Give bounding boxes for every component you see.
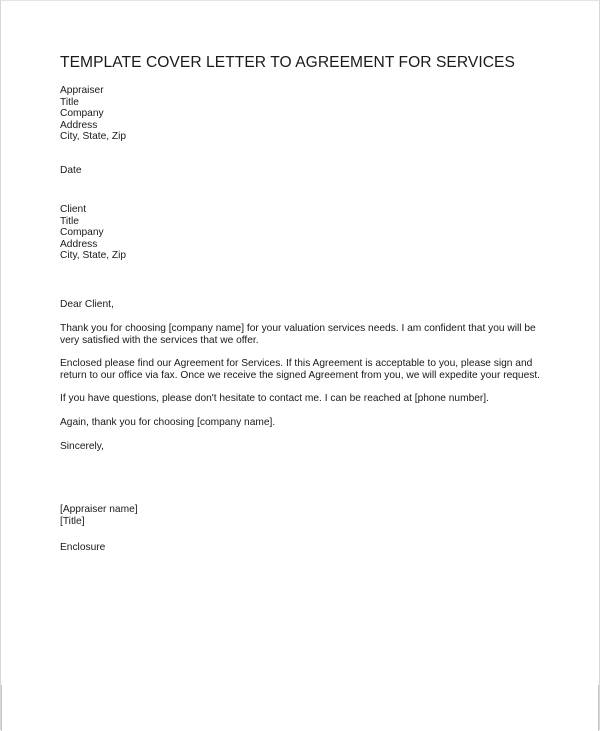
- sender-block: [60, 85, 126, 143]
- recipient-line: City, State, Zip: [60, 250, 127, 261]
- signature-block: [60, 504, 138, 527]
- body-paragraph: Enclosed please find our Agreement for Services. If this Agreement is acceptable to you, please sign and return to our office via fax. Once we receive the signed Agreement from you, we will expedite your request.: [60, 358, 541, 381]
- recipient-line: Company: [60, 227, 104, 238]
- enclosure-note: Enclosure: [60, 542, 106, 553]
- recipient-line: Address: [60, 238, 98, 250]
- signature-line: [Title]: [60, 515, 85, 527]
- recipient-block: [60, 204, 126, 262]
- page-edge-right: [598, 685, 599, 731]
- sender-line: Appraiser: [60, 85, 104, 96]
- recipient-line: Title: [60, 215, 79, 227]
- closing: Sincerely,: [60, 441, 104, 452]
- letter-content: [60, 53, 560, 553]
- letter-date: Date: [60, 165, 82, 176]
- body-paragraph: Thank you for choosing [company name] for your valuation services needs. I am confident that you will be very satisfied with the services that we offer.: [60, 323, 536, 346]
- signature-line: [Appraiser name]: [60, 504, 138, 515]
- sender-line: Address: [60, 119, 98, 131]
- body-paragraph: If you have questions, please don't hesitate to contact me. I can be reached at [phone number].: [60, 393, 489, 404]
- sender-line: City, State, Zip: [60, 131, 127, 142]
- body-paragraph: Again, thank you for choosing [company name].: [60, 417, 276, 428]
- salutation: Dear Client,: [60, 299, 114, 310]
- recipient-line: Client: [60, 204, 87, 215]
- sender-line: Company: [60, 108, 104, 119]
- document-title: TEMPLATE COVER LETTER TO AGREEMENT FOR SERVICES: [60, 54, 515, 71]
- sender-line: Title: [60, 96, 79, 108]
- page-edge-left: [1, 685, 2, 731]
